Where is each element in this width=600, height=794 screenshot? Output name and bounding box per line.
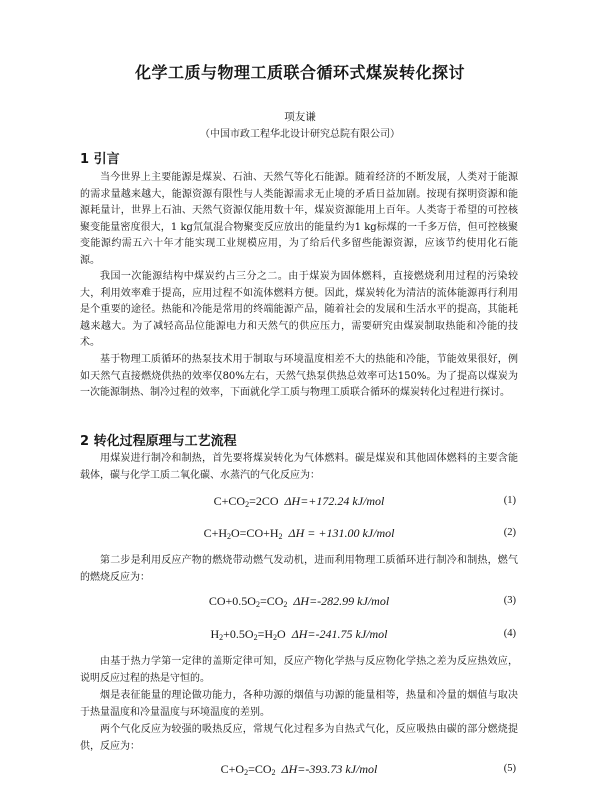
equation-number: (3) [503,595,516,606]
equation-number: (2) [503,527,516,538]
paragraph: 第二步是利用反应产物的燃烧带动燃气发动机，进而利用物理工质循环进行制冷和制热，燃气的燃烧反应为： [80,555,518,583]
equation-2: $C+H_2O=CO+H_2$ ΔH = +131.00 kJ/mol (2) [203,526,516,541]
paragraph: 由基于热力学第一定律的盖斯定律可知，反应产物化学热与反应物化学热之差为反应热效应，说明反应过程的热是守恒的。 [80,656,518,684]
equation-4: $H_2+0.5O_2=H_2O$ ΔH=-241.75 kJ/mol (4) [210,627,516,642]
section-heading-process: 2 转化过程原理与工艺流程 [80,434,237,449]
section-heading-introduction: 1 引言 [80,152,120,167]
equation-number: (1) [503,495,516,506]
author-name: 项友谦 [284,111,316,123]
paper-title: 化学工质与物理工质联合循环式煤炭转化探讨 [134,63,465,82]
paragraph: 当今世界上主要能源是煤炭、石油、天然气等化石能源。随着经济的不断发展，人类对于能源的需求量越来越大，能源资源有限性与人类能源需求无止境的矛盾日益加剧。按现有探明资源和能源耗量计，世界上石油、天然气资源仅能用数十年，煤炭资源能用上百年。人类寄于希望的可控核聚变能量密度很大，1 kg氘氚混合物聚变反应放出的能量约为1 kg标煤的一千多万倍，但可控核聚变能源约需五六十年才能实现工业规模应用，为了给后代多留些能源资源，应该节约使用化石能源。 [80,172,518,266]
paragraph: 两个气化反应为较强的吸热反应，常规气化过程多为自热式气化，反应吸热由碳的部分燃烧提供，反应为： [80,724,518,752]
paragraph: 烟是表征能量的理论做功能力，各种功源的烟值与功源的能量相等，热量和冷量的烟值与取决于热量温度和冷量温度与环境温度的差别。 [80,690,518,718]
equation-number: (5) [503,763,516,774]
equation-number: (4) [503,628,516,639]
paragraph: 基于物理工质循环的热泵技术用于制取与环境温度相差不大的热能和冷能，节能效果很好，例如天然气直接燃烧供热的效率仅80%左右，天然气热泵供热总效率可达150%。为了提高以煤炭为一次能源制热、制冷过程的效率，下面就化学工质与物理工质联合循环的煤炭转化过程进行探讨。 [80,354,518,399]
paragraph: 用煤炭进行制冷和制热，首先要将煤炭转化为气体燃料。碳是煤炭和其他固体燃料的主要含能载体，碳与化学工质二氧化碳、水蒸汽的气化反应为： [80,453,518,481]
equation-3: $CO+0.5O_2=CO_2$ ΔH=-282.99 kJ/mol (3) [208,594,516,609]
equation-1: $C+CO_2=2CO$ ΔH=+172.24 kJ/mol (1) [213,494,516,509]
author-affiliation: （中国市政工程华北设计研究总院有限公司） [200,129,400,140]
paragraph: 我国一次能源结构中煤炭约占三分之二。由于煤炭为固体燃料，直接燃烧利用过程的污染较大，利用效率难于提高，应用过程不如流体燃料方便。因此，煤炭转化为清洁的流体能源再行利用是个重要的途径。热能和冷能是常用的终端能源产品，随着社会的发展和生活水平的提高，其能耗越来越大。为了减轻高品位能源电力和天然气的供应压力，需要研究由煤炭制取热能和冷能的技术。 [80,271,518,349]
equation-5: $C+O_2=CO_2$ ΔH=-393.73 kJ/mol (5) [220,762,516,777]
